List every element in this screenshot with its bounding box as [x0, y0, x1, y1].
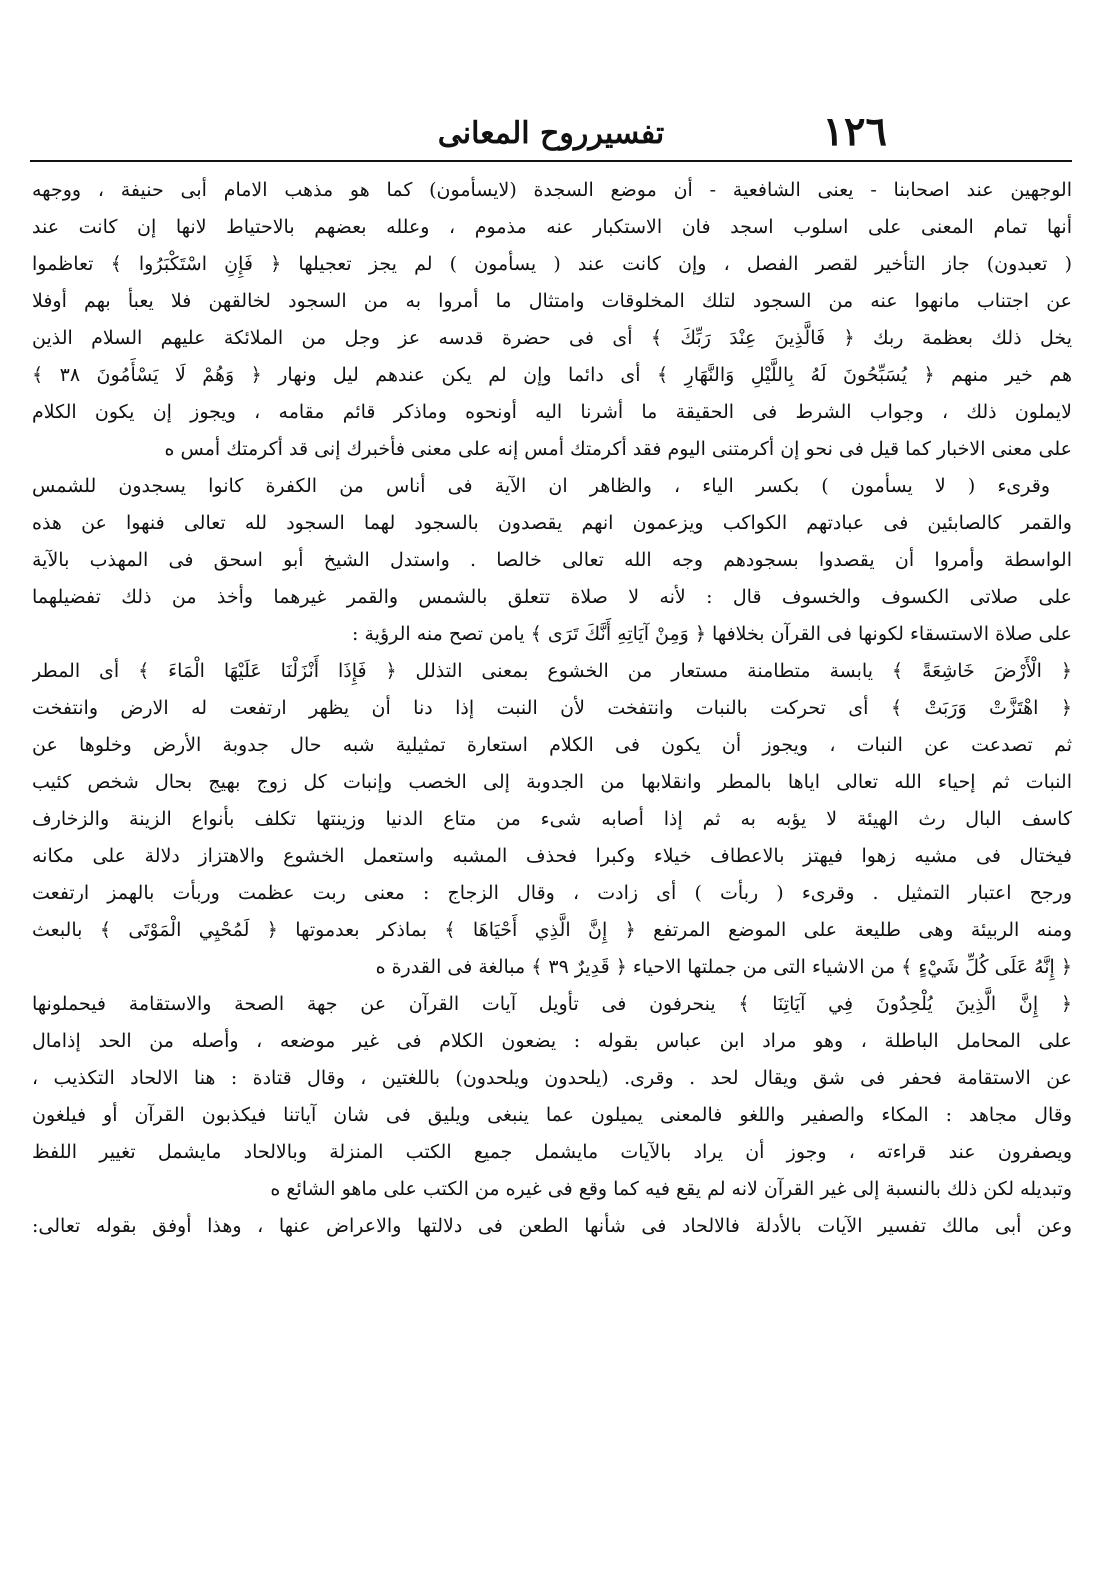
text-line: فيختال فى مشيه زهوا فيهتز بالاعطاف خيلاء وكبرا فحذف المشبه واستعمل الخشوع والاهتزاز دلالة على مكانه	[32, 845, 1072, 867]
text-line: لايملون ذلك ، وجواب الشرط فى الحقيقة ما أشرنا اليه أونحوه وماذكر قائم مقامه ، ويجوز إن يكون الكلام	[32, 401, 1072, 423]
text-line: والقمر كالصابئين فى عبادتهم الكواكب ويزعمون انهم يقصدون بالسجود لهما السجود لله تعالى فنهوا عن هذه	[32, 512, 1072, 534]
text-line: عن اجتناب مانهوا عنه من السجود لتلك المخلوقات وامتثال ما أمروا به من السجود لخالقهن فلا يعبأ بهم أوفلا	[32, 290, 1072, 312]
text-line: الوجهين عند اصحابنا - يعنى الشافعية - أن موضع السجدة (لايسأمون) كما هو مذهب الامام أبى حنيفة ، ووجهه	[32, 179, 1072, 201]
text-line: هم خير منهم ﴿ يُسَبِّحُونَ لَهُ بِاللَّيْلِ وَالنَّهَارِ ﴾ أى دائما وإن لم يكن عندهم ليل ونهار ﴿ وَهُمْ لَا يَسْأَمُونَ ٣٨ ﴾	[32, 364, 1072, 386]
text-line: يخل ذلك بعظمة ربك ﴿ فَالَّذِينَ عِنْدَ رَبِّكَ ﴾ أى فى حضرة قدسه عز وجل من الملائكة عليهم السلام الذين	[32, 327, 1072, 349]
text-line: ﴿ الْأَرْضَ خَاشِعَةً ﴾ يابسة متطامنة مستعار من الخشوع بمعنى التذلل ﴿ فَإِذَا أَنْزَلْنَا عَلَيْهَا الْمَاءَ ﴾ أى المطر	[32, 660, 1072, 682]
text-line: على صلاة الاستسقاء لكونها فى القرآن بخلافها ﴿ وَمِنْ آيَاتِهِ أَنَّكَ تَرَى ﴾ يامن تصح منه الرؤية :	[352, 623, 1072, 645]
page-header	[30, 108, 1072, 160]
text-line: الواسطة وأمروا أن يقصدوا بسجودهم وجه الله تعالى خالصا . واستدل الشيخ أبو اسحق فى المهذب بالآية	[32, 549, 1072, 571]
text-line: وقال مجاهد : المكاء والصفير واللغو فالمعنى يميلون عما ينبغى ويليق فى شان آياتنا فيكذبون القرآن أو فيلغون	[32, 1104, 1072, 1126]
text-line: على المحامل الباطلة ، وهو مراد ابن عباس بقوله : يضعون الكلام فى غير موضعه ، وأصله من الحد إذامال	[32, 1030, 1072, 1052]
text-line: ويصفرون عند قراءته ، وجوز أن يراد بالآيات مايشمل جميع الكتب المنزلة وبالالحاد مايشمل تغيير اللفظ	[32, 1141, 1072, 1163]
text-line: وعن أبى مالك تفسير الآيات بالأدلة فالالحاد فى شأنها الطعن فى دلالتها والاعراض عنها ، وهذا أوفق بقوله تعالى:	[32, 1215, 1072, 1237]
text-line: ﴿ إِنَّ الَّذِينَ يُلْحِدُونَ فِي آيَاتِنَا ﴾ ينحرفون فى تأويل آيات القرآن عن جهة الصحة والاستقامة فيحملونها	[32, 993, 1072, 1015]
text-line: وقرىء ( لا يسأمون ) بكسر الياء ، والظاهر ان الآية فى أناس من الكفرة كانوا يسجدون للشمس	[32, 475, 1050, 497]
text-line: ومنه الربيئة وهى طليعة على الموضع المرتفع ﴿ إِنَّ الَّذِي أَحْيَاهَا ﴾ بماذكر بعدموتها ﴿ لَمُحْيِي الْمَوْتَى ﴾ بالبعث	[32, 919, 1072, 941]
text-line: على صلاتى الكسوف والخسوف قال : لأنه لا صلاة تتعلق بالشمس والقمر غيرهما وأخذ من ذلك تفضيلهما	[32, 586, 1072, 608]
text-line: وتبديله لكن ذلك بالنسبة إلى غير القرآن لانه لم يقع فيه كما وقع فى غيره من الكتب على ماهو الشائع ه	[270, 1178, 1072, 1200]
header-rule	[30, 160, 1072, 162]
text-line: عن الاستقامة فحفر فى شق ويقال لحد . وقرى. (يلحدون ويلحدون) باللغتين ، وقال قتادة : هنا الالحاد التكذيب ،	[32, 1067, 1072, 1089]
running-title: تفسيرروح المعانى	[437, 116, 665, 151]
text-line: ﴿ اهْتَزَّتْ وَرَبَتْ ﴾ أى تحركت بالنبات وانتفخت لأن النبت إذا دنا أن يظهر ارتفعت له الارض وانتفخت	[32, 697, 1072, 719]
text-line: كاسف البال رث الهيئة لا يؤبه به ثم إذا أصابه شىء من متاع الدنيا وزينتها تكلف بأنواع الزينة والزخارف	[32, 808, 1072, 830]
page-body	[32, 172, 1072, 1245]
text-line: النبات ثم إحياء الله تعالى اياها بالمطر وانقلابها من الجدوبة إلى الخصب وإنبات كل زوج بهيج بحال شخص كئيب	[32, 771, 1072, 793]
text-line: ( تعبدون) جاز التأخير لقصر الفصل ، وإن كانت عند ( يسأمون ) لم يجز تعجيلها ﴿ فَإِنِ اسْتَكْبَرُوا ﴾ تعاظموا	[32, 253, 1072, 275]
text-line: ﴿ إِنَّهُ عَلَى كُلِّ شَيْءٍ ﴾ من الاشياء التى من جملتها الاحياء ﴿ قَدِيرٌ ٣٩ ﴾ مبالغة فى القدرة ه	[375, 956, 1072, 978]
text-line: أنها تمام المعنى على اسلوب اسجد فان الاستكبار عنه مذموم ، وعلله بعضهم بالاحتياط لانها إن كانت عند	[32, 216, 1072, 238]
page-number: ١٢٦	[822, 108, 887, 155]
text-line: ورجح اعتبار التمثيل . وقرىء ( ربأت ) أى زادت ، وقال الزجاج : معنى ربت عظمت وربأت بالهمز ارتفعت	[32, 882, 1072, 904]
text-line: على معنى الاخبار كما قيل فى نحو إن أكرمتنى اليوم فقد أكرمتك أمس إنه على معنى فأخبرك إنى قد أكرمتك أمس ه	[164, 438, 1072, 460]
text-line: ثم تصدعت عن النبات ، ويجوز أن يكون فى الكلام استعارة تمثيلية شبه حال جدوبة الأرض وخلوها عن	[32, 734, 1072, 756]
